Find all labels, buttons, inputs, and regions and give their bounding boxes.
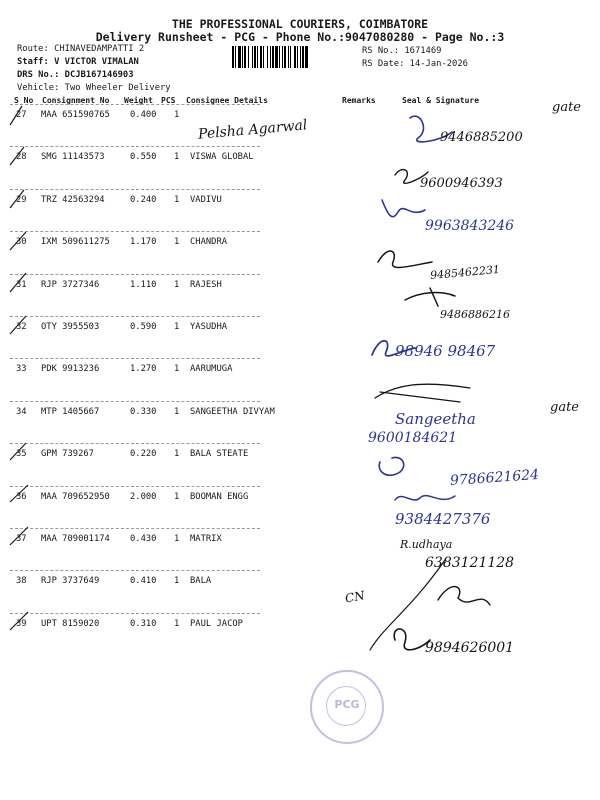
row-separator <box>10 316 260 317</box>
vehicle-value: Two Wheeler Delivery <box>64 83 171 93</box>
consignee-name: CHANDRA <box>190 237 228 248</box>
consignee-name: VISWA GLOBAL <box>190 152 254 163</box>
row-separator <box>10 443 260 444</box>
serial-number: 36 <box>16 491 27 502</box>
row-separator <box>10 486 260 487</box>
consignee-name: AARUMUGA <box>190 364 233 375</box>
handwritten-gate-mark: gate <box>550 400 579 415</box>
serial-number: 33 <box>16 364 27 375</box>
serial-number: 39 <box>16 618 27 629</box>
handwritten-phone-row34: 9600184621 <box>368 430 458 446</box>
consignment-number: MAA 709652950 <box>41 491 110 502</box>
staff-value: V VICTOR VIMALAN <box>54 57 139 67</box>
weight-value: 0.310 <box>130 618 157 629</box>
pieces-value: 1 <box>174 237 180 248</box>
weight-value: 0.410 <box>130 576 157 587</box>
consignment-number: GPM 739267 <box>41 449 94 460</box>
drs-label: DRS No.: <box>17 70 60 80</box>
handwritten-phone-row29: 9963843246 <box>425 218 515 234</box>
staff-label: Staff: <box>17 57 49 67</box>
row-separator <box>10 528 260 529</box>
consignment-number: SMG 11143573 <box>41 152 105 163</box>
route-value: CHINAVEDAMPATTI 2 <box>54 44 145 54</box>
pieces-value: 1 <box>174 406 180 417</box>
consignee-name: BOOMAN ENGG <box>190 491 249 502</box>
rs-date-label: RS Date: <box>362 59 405 69</box>
pieces-value: 1 <box>174 322 180 332</box>
weight-value: 0.550 <box>130 152 157 163</box>
row-separator <box>10 570 260 571</box>
vehicle-label: Vehicle: <box>17 83 60 93</box>
stamp-text: PCG <box>334 698 360 711</box>
route-label: Route: <box>17 44 49 54</box>
handwritten-phone-row35: 9786621624 <box>449 466 540 490</box>
consignment-number: RJP 3727346 <box>41 279 100 290</box>
col-pcs: PCS <box>161 96 176 105</box>
consignment-number: TRZ 42563294 <box>41 194 105 205</box>
consignee-name: YASUDHA <box>190 322 228 332</box>
col-consignment: Consignment No <box>42 96 110 105</box>
handwritten-name-row27: Pelsha Agarwal <box>197 117 308 143</box>
row-separator <box>10 104 260 105</box>
col-seal-signature: Seal & Signature <box>402 96 480 105</box>
pieces-value: 1 <box>174 491 180 502</box>
rs-date-line <box>362 59 468 69</box>
pieces-value: 1 <box>174 279 180 290</box>
drs-value: DCJB167146903 <box>64 70 134 80</box>
col-consignee: Consignee Details <box>186 96 268 105</box>
pieces-value: 1 <box>174 534 180 544</box>
pieces-value: 1 <box>174 110 180 120</box>
company-name: THE PROFESSIONAL COURIERS, COIMBATORE <box>171 17 429 31</box>
pieces-value: 1 <box>174 618 180 629</box>
serial-number: 28 <box>16 152 27 163</box>
weight-value: 2.000 <box>130 491 157 502</box>
pieces-value: 1 <box>174 364 180 375</box>
row-separator <box>10 358 260 359</box>
weight-value: 0.400 <box>130 110 157 120</box>
weight-value: 0.430 <box>130 534 157 544</box>
consignment-number: MAA 651590765 <box>41 110 110 120</box>
pcg-stamp <box>310 670 384 744</box>
weight-value: 0.330 <box>130 406 157 417</box>
consignee-name: RAJESH <box>190 279 222 290</box>
serial-number: 34 <box>16 406 27 417</box>
handwritten-phone-row37: 6383121128 <box>425 555 515 571</box>
consignment-number: MTP 1405667 <box>41 406 100 417</box>
handwritten-phone-row30: 9485462231 <box>429 262 501 283</box>
pieces-value: 1 <box>174 152 180 163</box>
handwritten-phone-row31: 9486886216 <box>440 308 510 321</box>
pieces-value: 1 <box>174 449 180 460</box>
route-line <box>17 44 144 54</box>
col-remarks: Remarks <box>342 96 376 105</box>
serial-number: 38 <box>16 576 27 587</box>
consignment-number: MAA 709001174 <box>41 534 110 544</box>
consignee-name: SANGEETHA DIVYAM <box>190 406 275 417</box>
rs-no-value: 1671469 <box>404 46 442 56</box>
serial-number: 29 <box>16 194 27 205</box>
row-separator <box>10 146 260 147</box>
col-weight: Weight <box>124 96 153 105</box>
weight-value: 0.240 <box>130 194 157 205</box>
weight-value: 0.220 <box>130 449 157 460</box>
row-separator <box>10 613 260 614</box>
barcode-bar <box>308 46 309 68</box>
consignee-name: MATRIX <box>190 534 222 544</box>
consignment-number: IXM 509611275 <box>41 237 110 248</box>
weight-value: 0.590 <box>130 322 157 332</box>
barcode <box>232 46 356 68</box>
pieces-value: 1 <box>174 194 180 205</box>
handwritten-name-row34: Sangeetha <box>395 410 476 428</box>
row-separator <box>10 274 260 275</box>
handwritten-name-row37: R.udhaya <box>400 538 453 551</box>
row-separator <box>10 189 260 190</box>
rs-date-value: 14-Jan-2026 <box>409 59 468 69</box>
consignment-number: PDK 9913236 <box>41 364 100 375</box>
consignee-name: PAUL JACOP <box>190 618 243 629</box>
staff-line <box>17 57 139 67</box>
serial-number: 31 <box>16 279 27 290</box>
weight-value: 1.110 <box>130 279 157 290</box>
consignee-name: BALA <box>190 576 212 587</box>
pieces-value: 1 <box>174 576 180 587</box>
row-separator <box>10 401 260 402</box>
serial-number: 35 <box>16 449 27 460</box>
runsheet-title: Delivery Runsheet - PCG - Phone No.:9047080280 - Page No.:3 <box>95 30 505 44</box>
drs-line <box>17 70 134 80</box>
handwritten-phone-row28: 9600946393 <box>420 176 503 191</box>
consignment-number: OTY 3955503 <box>41 322 100 332</box>
rs-no-line <box>362 46 441 56</box>
handwritten-phone-row32: 98946 98467 <box>395 342 496 360</box>
consignment-number: RJP 3737649 <box>41 576 100 587</box>
handwritten-gate-mark: gate <box>552 100 581 115</box>
handwritten-cn-mark: CN <box>343 588 366 606</box>
serial-number: 37 <box>16 534 27 544</box>
row-separator <box>10 231 260 232</box>
weight-value: 1.270 <box>130 364 157 375</box>
rs-no-label: RS No.: <box>362 46 400 56</box>
weight-value: 1.170 <box>130 237 157 248</box>
col-sno: S No <box>14 96 34 105</box>
serial-number: 30 <box>16 237 27 248</box>
consignee-name: VADIVU <box>190 194 222 205</box>
vehicle-line <box>17 83 171 93</box>
handwritten-phone-row27: 9446885200 <box>440 130 523 145</box>
serial-number: 32 <box>16 322 27 332</box>
consignment-number: UPT 8159020 <box>41 618 100 629</box>
handwritten-phone-row39: 9894626001 <box>425 640 515 656</box>
handwritten-phone-row36: 9384427376 <box>395 510 491 528</box>
serial-number: 27 <box>16 110 27 120</box>
consignee-name: BALA STEATE <box>190 449 249 460</box>
